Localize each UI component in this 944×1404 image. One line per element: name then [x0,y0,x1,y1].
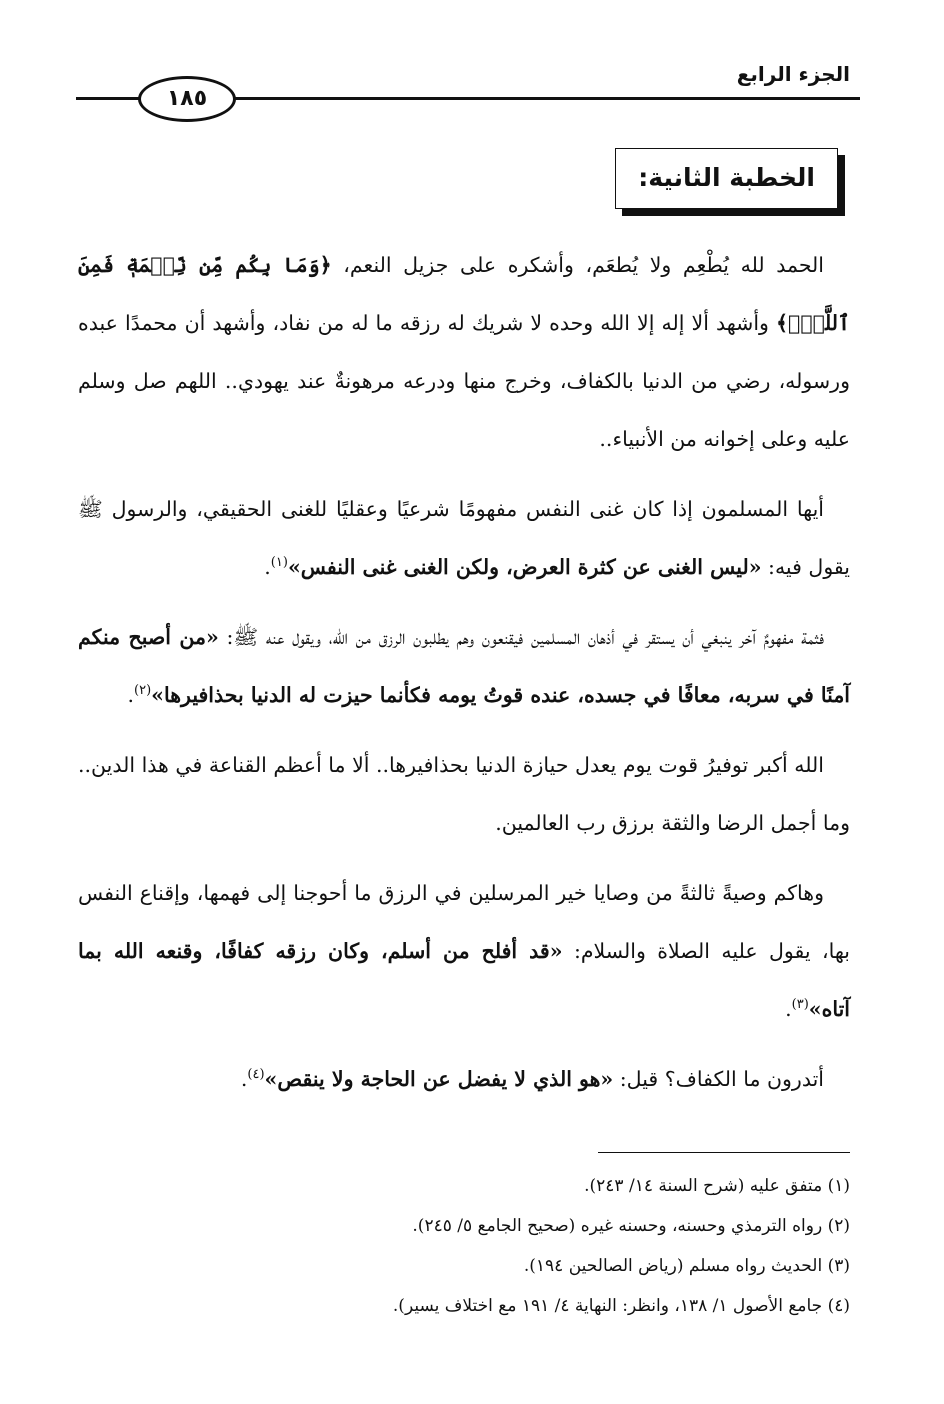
hadith-quote: «هو الذي لا يفضل عن الحاجة ولا ينقص» [264,1067,614,1091]
hadith-quote: «من أصبح منكم آمنًا في سربه، معافًا في جسده، عنده قوتُ يومه فكأنما حيزت له الدنيا بحذافيرها» [78,625,850,707]
hadith-quote: «ليس الغنى عن كثرة العرض، ولكن الغنى غنى النفس» [287,555,762,579]
hadith-quote: «قد أفلح من أسلم، وكان رزقه كفافًا، وقنعه الله بما آتاه» [78,939,850,1021]
footnotes [78,1166,850,1326]
page-number: ١٨٥ [138,76,236,122]
footnote-ref: (٤) [247,1067,265,1083]
paragraph [78,1050,850,1108]
section-heading: الخطبة الثانية: [615,148,838,209]
paragraph-text: أيها المسلمون إذا كان غنى النفس مفهومًا شرعيًا وعقليًا للغنى الحقيقي، والرسول ﷺ يقول فيه: [78,497,850,579]
footnote-ref: (٣) [791,997,809,1013]
paragraph-text: . [785,997,792,1021]
paragraph [78,864,850,1038]
footnote-ref: (١) [270,555,288,571]
paragraph-text: فثمة مفهومٌ آخر ينبغي أن يستقر في أذهان المسلمين فيقنعون وهم يطلبون الرزق من الله، ويقول عنه ﷺ: [218,625,824,649]
paragraph [78,608,850,724]
paragraph-text: وأشهد ألا إله إلا الله وحده لا شريك له رزقه ما له من نفاد، وأشهد أن محمدًا عبده ورسوله، رضي من الدنيا بالكفاف، وخرج منها ودرعه مرهونةٌ عند يهودي.. اللهم صل وسلم عليه وعلى إخوانه من الأنبياء.. [78,311,850,451]
footnote-ref: (٢) [134,683,152,699]
paragraph [78,236,850,468]
paragraph [78,480,850,596]
paragraph-text: . [127,683,134,707]
footnote: (٤) جامع الأصول ١/ ١٣٨، وانظر: النهاية ٤/ ١٩١ مع اختلاف يسير). [392,1296,850,1316]
running-header: الجزء الرابع [736,62,850,86]
paragraph [78,736,850,852]
quran-quote: ﴿وَمَا بِكُم مِّن نِّعۡمَةٖ فَمِنَ ٱللَّهِۖ﴾ [78,253,850,335]
paragraph-text: الله أكبر توفيرُ قوت يوم يعدل حيازة الدنيا بحذافيرها.. ألا ما أعظم القناعة في هذا الدين.. وما أجمل الرضا والثقة برزق رب العالمين. [78,753,850,835]
footnote: (٣) الحديث رواه مسلم (رياض الصالحين ١٩٤). [523,1256,850,1276]
footnote: (٢) رواه الترمذي وحسنه، وحسنه غيره (صحيح الجامع ٥/ ٢٤٥). [412,1216,850,1236]
paragraph-text: أتدرون ما الكفاف؟ قيل: [613,1067,824,1091]
body-text [78,236,850,1108]
paragraph-text: . [240,1067,248,1091]
footnote-rule [598,1152,850,1153]
paragraph-text: . [264,555,271,579]
paragraph-text: الحمد لله يُطْعِم ولا يُطعَم، وأشكره على جزيل النعم، [331,253,825,277]
paragraph-text: وهاكم وصيةً ثالثةً من وصايا خير المرسلين في الرزق ما أحوجنا إلى فهمها، وإقناع النفس بها، يقول عليه الصلاة والسلام: [78,881,850,963]
footnote: (١) متفق عليه (شرح السنة ١٤/ ٢٤٣). [584,1176,850,1196]
